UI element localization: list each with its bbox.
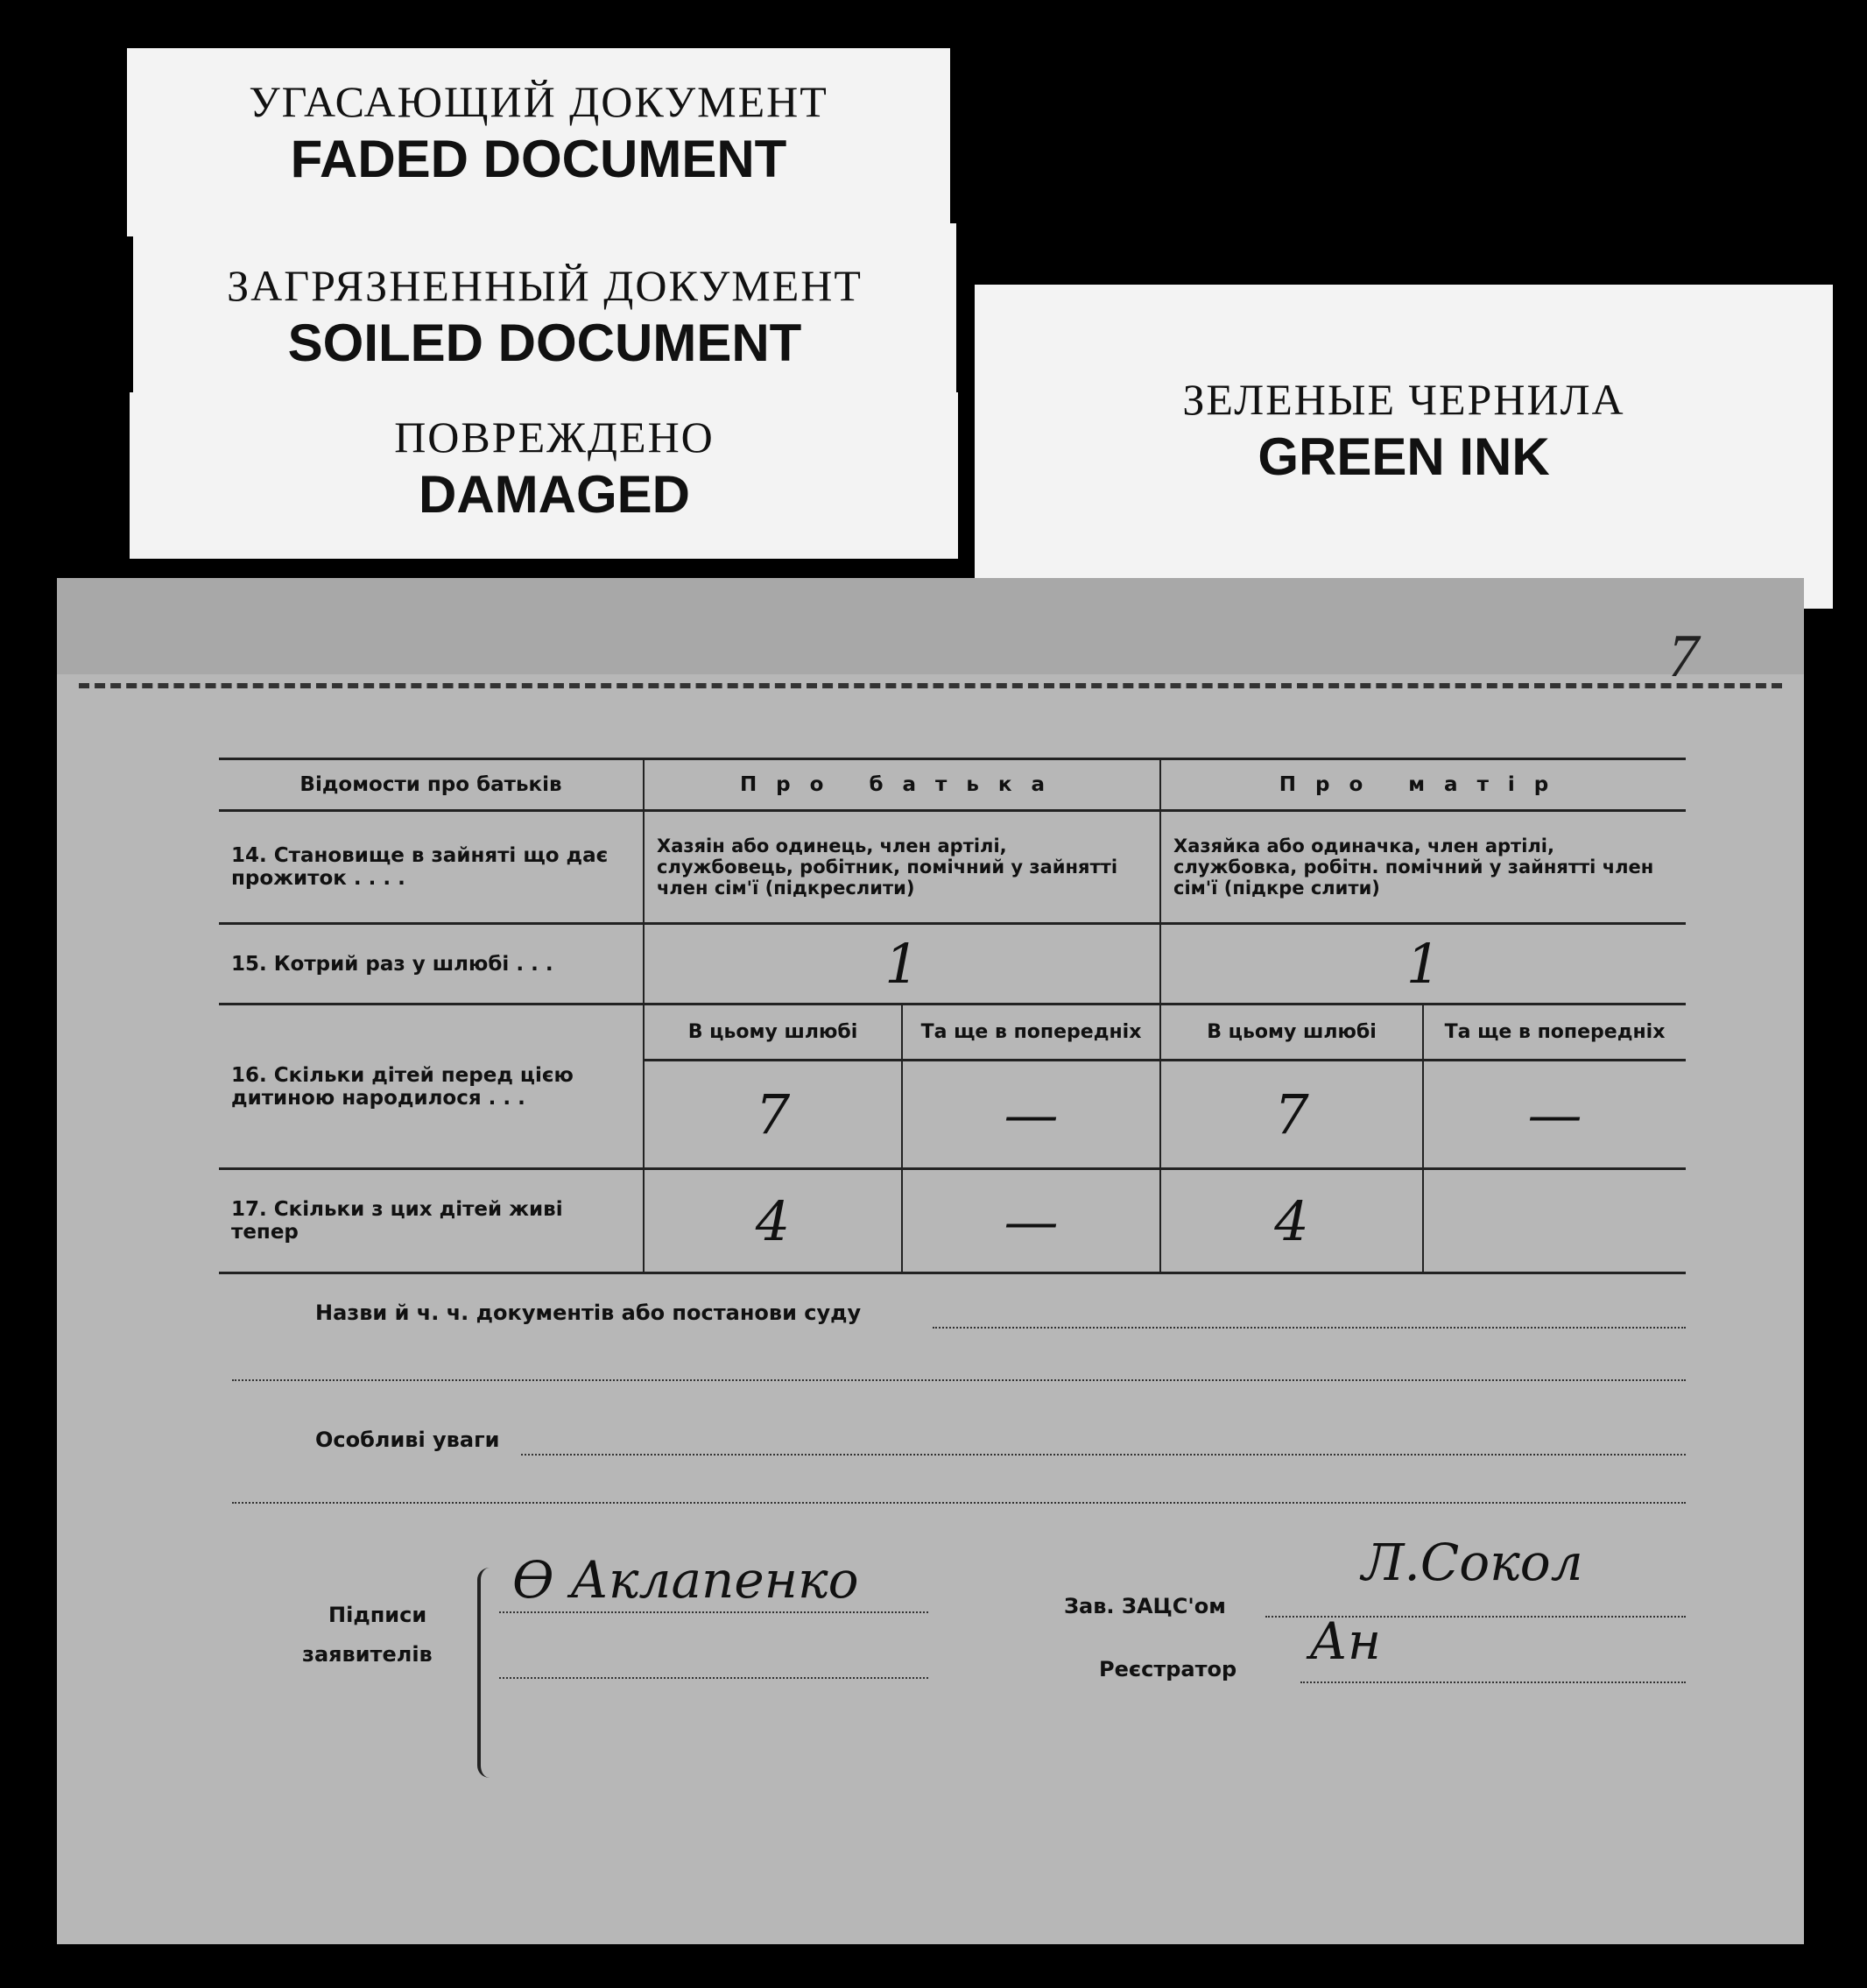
row16-label: 16. Скільки дітей перед цією дитиною народилося . . . — [219, 1005, 644, 1169]
row16-father-previous: — — [902, 1061, 1160, 1169]
registrar-label: Реєстратор — [1099, 1657, 1237, 1681]
sub-father-previous: Та ще в попередніх — [902, 1005, 1160, 1061]
head-label: Зав. ЗАЦС'ом — [1064, 1594, 1226, 1618]
header-parents-info: Відомости про батьків — [219, 759, 644, 811]
damaged-label-en: DAMAGED — [419, 465, 690, 524]
sub-father-current: В цьому шлюбі — [644, 1005, 902, 1061]
header-mother: Про матір — [1160, 759, 1686, 811]
applicants-brace — [477, 1568, 498, 1778]
faded-label-en: FADED DOCUMENT — [290, 130, 787, 188]
row17-mother-current: 4 — [1160, 1169, 1423, 1273]
row17-mother-previous — [1423, 1169, 1686, 1273]
sub-mother-previous: Та ще в попередніх — [1423, 1005, 1686, 1061]
remarks-line — [521, 1454, 1686, 1456]
documents-line-2 — [232, 1379, 1686, 1381]
soiled-label-en: SOILED DOCUMENT — [287, 314, 802, 372]
faded-label-ru: УГАСАЮЩИЙ ДОКУМЕНТ — [249, 77, 828, 126]
green-ink-label-ru: ЗЕЛЕНЫЕ ЧЕРНИЛА — [1182, 375, 1625, 424]
remarks-label: Особливі уваги — [315, 1428, 500, 1452]
green-ink-label-en: GREEN INK — [1258, 427, 1550, 486]
cut-line — [79, 683, 1782, 688]
soiled-document-label — [133, 223, 956, 412]
row15-label: 15. Котрий раз у шлюбі . . . — [219, 924, 644, 1005]
registrar-signature: Ан — [1309, 1611, 1382, 1671]
row16-father-current: 7 — [644, 1061, 902, 1169]
applicants-label-2: заявителів — [302, 1642, 433, 1667]
row14-label: 14. Становище в зайняті що дає прожиток . . . . — [219, 811, 644, 924]
soiled-label-ru: ЗАГРЯЗНЕННЫЙ ДОКУМЕНТ — [227, 261, 863, 310]
green-ink-label — [975, 285, 1833, 609]
torn-top-edge — [57, 578, 1804, 674]
table-row — [219, 924, 1686, 1005]
page-number: 7 — [1668, 623, 1699, 690]
damaged-label — [130, 392, 958, 559]
parents-info-table — [219, 758, 1686, 1274]
row17-father-current: 4 — [644, 1169, 902, 1273]
row14-mother: Хазяйка або одиначка, член артілі, службовка, робітн. помічний у зайнятті член сім'ї (підкре слити) — [1160, 811, 1686, 924]
head-signature: Л.Сокол — [1362, 1533, 1583, 1592]
table-header-row — [219, 759, 1686, 811]
applicant-sign-line-2 — [499, 1677, 928, 1679]
table-row — [219, 811, 1686, 924]
applicant-signature: Ө Аклапенко — [512, 1550, 859, 1610]
row17-label: 17. Скільки з цих дітей живі тепер — [219, 1169, 644, 1273]
faded-document-label — [127, 48, 950, 236]
table-row — [219, 1169, 1686, 1273]
row16-mother-current: 7 — [1160, 1061, 1423, 1169]
header-father: Про батька — [644, 759, 1160, 811]
row15-father: 1 — [644, 924, 1160, 1005]
remarks-line-2 — [232, 1502, 1686, 1504]
registrar-sign-line — [1300, 1681, 1686, 1683]
damaged-label-ru: ПОВРЕЖДЕНО — [394, 412, 715, 462]
applicant-sign-line-1 — [499, 1611, 928, 1613]
documents-line — [933, 1327, 1686, 1329]
applicants-label-1: Підписи — [328, 1603, 427, 1627]
row16-mother-previous: — — [1423, 1061, 1686, 1169]
documents-label: Назви й ч. ч. документів або постанови суду — [315, 1301, 862, 1325]
row17-father-previous: — — [902, 1169, 1160, 1273]
sub-mother-current: В цьому шлюбі — [1160, 1005, 1423, 1061]
registration-form-page — [57, 578, 1804, 1944]
row15-mother: 1 — [1160, 924, 1686, 1005]
table-subheader-row — [219, 1005, 1686, 1061]
row14-father: Хазяін або одинець, член артілі, службовець, робітник, помічний у зайнятті член сім'ї (підкреслити) — [644, 811, 1160, 924]
